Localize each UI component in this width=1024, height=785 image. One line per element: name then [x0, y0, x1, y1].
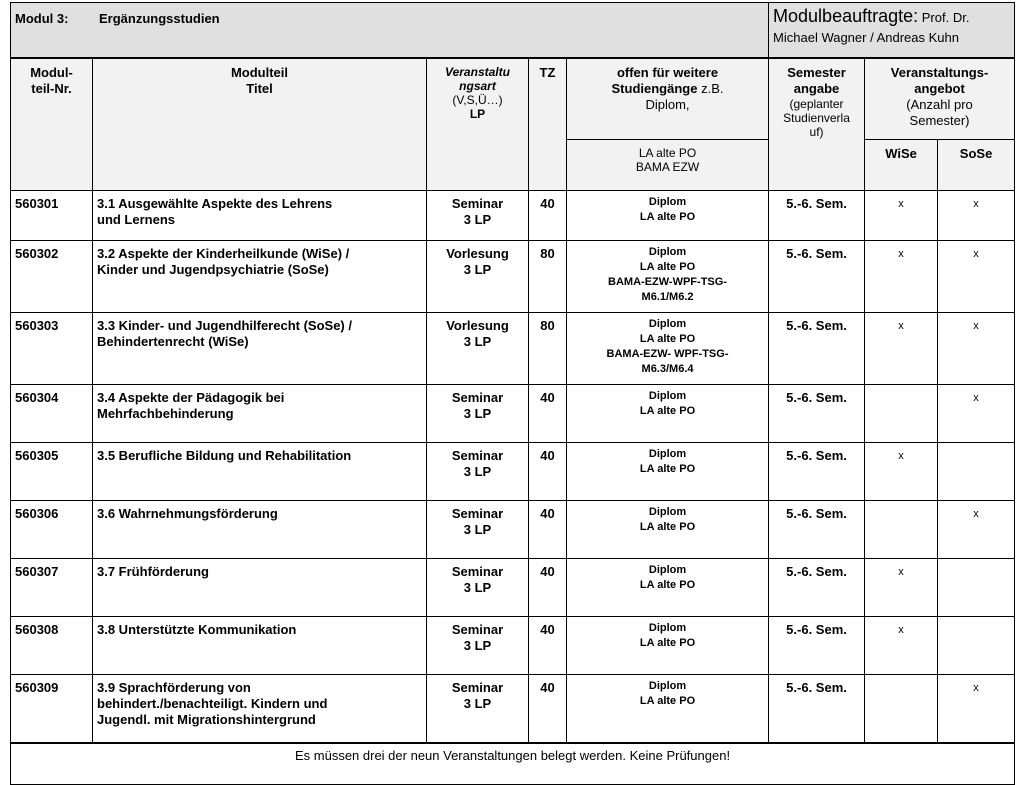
module-name: Ergänzungsstudien [99, 11, 220, 26]
header-text: Modul- [30, 65, 73, 80]
sose-mark [938, 559, 1015, 617]
modulteil-nr: 560307 [11, 559, 93, 617]
sose-mark: x [938, 313, 1015, 385]
veranstaltungsart [427, 385, 529, 443]
title-line: behindert./benachteiligt. Kindern und [97, 696, 328, 711]
sose-mark: x [938, 241, 1015, 313]
teilnehmerzahl: 40 [529, 443, 567, 501]
header-tz: TZ [529, 58, 567, 191]
veranstaltungsart [427, 675, 529, 744]
offen-fuer [567, 675, 769, 744]
lp-label: 3 LP [463, 262, 492, 277]
modulteil-nr: 560302 [11, 241, 93, 313]
header-wise: WiSe [865, 140, 938, 191]
offen-fuer [567, 559, 769, 617]
lp-label: 3 LP [463, 580, 492, 595]
offen-line: LA alte PO [639, 405, 696, 417]
offen-line: Diplom [648, 448, 687, 460]
title-line: 3.9 Sprachförderung von [97, 680, 251, 695]
type-label: Seminar [451, 680, 504, 695]
sose-mark [938, 443, 1015, 501]
title-row [11, 3, 1015, 59]
wise-mark: x [865, 241, 938, 313]
sose-mark [938, 617, 1015, 675]
responsible-cell [769, 3, 1015, 59]
wise-mark: x [865, 443, 938, 501]
title-line: 3.5 Berufliche Bildung und Rehabilitation [97, 448, 352, 463]
wise-mark [865, 501, 938, 559]
semesterangabe: 5.-6. Sem. [769, 443, 865, 501]
header-text: angebot [914, 81, 965, 96]
table-body [11, 191, 1015, 744]
offen-line: Diplom [648, 622, 687, 634]
modulteil-titel [93, 443, 427, 501]
offen-line: LA alte PO [639, 463, 696, 475]
offen-line: Diplom [648, 196, 687, 208]
offen-line: LA alte PO [639, 695, 696, 707]
semesterangabe: 5.-6. Sem. [769, 385, 865, 443]
teilnehmerzahl: 40 [529, 559, 567, 617]
table-row [11, 675, 1015, 744]
offen-fuer [567, 443, 769, 501]
header-text: (Anzahl pro [906, 97, 973, 112]
teilnehmerzahl: 80 [529, 313, 567, 385]
lp-label: 3 LP [463, 638, 492, 653]
modulteil-nr: 560303 [11, 313, 93, 385]
header-text: LP [469, 107, 486, 121]
offen-fuer [567, 501, 769, 559]
lp-label: 3 LP [463, 212, 492, 227]
header-text: ngsart [459, 79, 496, 93]
veranstaltungsart [427, 313, 529, 385]
module-title-cell [11, 3, 769, 59]
semesterangabe: 5.-6. Sem. [769, 313, 865, 385]
semesterangabe: 5.-6. Sem. [769, 675, 865, 744]
offen-line: BAMA-EZW-WPF-TSG- [608, 276, 727, 288]
lp-label: 3 LP [463, 696, 492, 711]
teilnehmerzahl: 40 [529, 675, 567, 744]
title-line: Kinder und Jugendpsychiatrie (SoSe) [97, 262, 329, 277]
title-line: 3.1 Ausgewählte Aspekte des Lehrens [97, 196, 333, 211]
modulteil-titel [93, 675, 427, 744]
offen-fuer [567, 241, 769, 313]
sose-mark: x [938, 191, 1015, 241]
offen-line: M6.1/M6.2 [641, 291, 694, 303]
title-line: 3.8 Unterstützte Kommunikation [97, 622, 297, 637]
teilnehmerzahl: 40 [529, 385, 567, 443]
title-line: 3.2 Aspekte der Kinderheilkunde (WiSe) / [97, 246, 350, 261]
wise-mark: x [865, 313, 938, 385]
semesterangabe: 5.-6. Sem. [769, 241, 865, 313]
lp-label: 3 LP [463, 406, 492, 421]
title-line: Mehrfachbehinderung [97, 406, 234, 421]
modulteil-titel [93, 241, 427, 313]
header-semesterangabe [769, 58, 865, 191]
table-row [11, 241, 1015, 313]
header-offen-sub [567, 140, 769, 191]
type-label: Vorlesung [446, 318, 509, 333]
wise-mark [865, 385, 938, 443]
offen-line: Diplom [648, 564, 687, 576]
veranstaltungsart [427, 191, 529, 241]
semesterangabe: 5.-6. Sem. [769, 501, 865, 559]
type-label: Seminar [451, 196, 504, 211]
sose-mark: x [938, 501, 1015, 559]
wise-mark: x [865, 559, 938, 617]
wise-mark: x [865, 191, 938, 241]
modulteil-titel [93, 385, 427, 443]
module-label: Modul 3: [15, 11, 69, 26]
type-label: Seminar [451, 564, 504, 579]
header-text: angabe [793, 81, 840, 96]
footer-note: Es müssen drei der neun Veranstaltungen belegt werden. Keine Prüfungen! [11, 743, 1015, 785]
modulteil-titel [93, 501, 427, 559]
wise-mark [865, 675, 938, 744]
header-text: Veranstaltungs- [890, 65, 989, 80]
offen-line: LA alte PO [639, 637, 696, 649]
teilnehmerzahl: 80 [529, 241, 567, 313]
offen-fuer [567, 191, 769, 241]
header-text: Studiengänge [611, 81, 698, 96]
table-row [11, 313, 1015, 385]
veranstaltungsart [427, 617, 529, 675]
teilnehmerzahl: 40 [529, 501, 567, 559]
title-line: 3.4 Aspekte der Pädagogik bei [97, 390, 285, 405]
title-line: und Lernens [97, 212, 176, 227]
header-text: Studienverla [783, 111, 850, 125]
type-label: Seminar [451, 622, 504, 637]
header-text: Veranstaltu [445, 65, 510, 79]
table-row [11, 191, 1015, 241]
header-text: (geplanter [789, 97, 844, 111]
header-text: uf) [809, 125, 824, 139]
type-label: Seminar [451, 390, 504, 405]
wise-mark: x [865, 617, 938, 675]
header-veranstaltungsart [427, 58, 529, 191]
type-label: Seminar [451, 448, 504, 463]
modulteil-nr: 560308 [11, 617, 93, 675]
veranstaltungsart [427, 443, 529, 501]
offen-line: Diplom [648, 506, 687, 518]
header-modulteil-nr [11, 58, 93, 191]
sose-mark: x [938, 385, 1015, 443]
offen-line: LA alte PO [639, 579, 696, 591]
modulteil-titel [93, 559, 427, 617]
table-row [11, 443, 1015, 501]
title-line: 3.3 Kinder- und Jugendhilferecht (SoSe) / [97, 318, 352, 333]
modulteil-titel [93, 313, 427, 385]
offen-line: M6.3/M6.4 [641, 363, 694, 375]
header-text: Titel [246, 81, 273, 96]
modulteil-nr: 560306 [11, 501, 93, 559]
modulteil-titel [93, 617, 427, 675]
veranstaltungsart [427, 559, 529, 617]
title-line: Behindertenrecht (WiSe) [97, 334, 249, 349]
header-offen [567, 58, 769, 140]
offen-line: Diplom [648, 390, 687, 402]
offen-line: LA alte PO [639, 521, 696, 533]
title-line: 3.7 Frühförderung [97, 564, 209, 579]
header-text: LA alte PO [638, 146, 697, 160]
header-modulteil-titel [93, 58, 427, 191]
modulteil-nr: 560309 [11, 675, 93, 744]
header-angebot [865, 58, 1015, 140]
header-text: Semester [787, 65, 846, 80]
semesterangabe: 5.-6. Sem. [769, 559, 865, 617]
offen-line: Diplom [648, 246, 687, 258]
lp-label: 3 LP [463, 334, 492, 349]
header-text: (V,S,Ü…) [452, 93, 503, 107]
modulteil-nr: 560301 [11, 191, 93, 241]
header-text: teil-Nr. [31, 81, 72, 96]
title-line: 3.6 Wahrnehmungsförderung [97, 506, 278, 521]
teilnehmerzahl: 40 [529, 191, 567, 241]
table-row [11, 559, 1015, 617]
lp-label: 3 LP [463, 522, 492, 537]
footer-row [11, 743, 1015, 785]
header-text: z.B. [701, 81, 724, 96]
modulteil-nr: 560305 [11, 443, 93, 501]
offen-line: BAMA-EZW- WPF-TSG- [606, 348, 729, 360]
offen-line: Diplom [648, 318, 687, 330]
header-row-1 [11, 58, 1015, 140]
table-row [11, 385, 1015, 443]
offen-line: LA alte PO [639, 261, 696, 273]
teilnehmerzahl: 40 [529, 617, 567, 675]
type-label: Seminar [451, 506, 504, 521]
semesterangabe: 5.-6. Sem. [769, 191, 865, 241]
modulteil-nr: 560304 [11, 385, 93, 443]
offen-line: LA alte PO [639, 333, 696, 345]
veranstaltungsart [427, 501, 529, 559]
type-label: Vorlesung [446, 246, 509, 261]
offen-line: LA alte PO [639, 211, 696, 223]
table-row [11, 501, 1015, 559]
header-text: Semester) [909, 113, 970, 128]
modulteil-titel [93, 191, 427, 241]
offen-fuer [567, 617, 769, 675]
header-text: Modulteil [230, 65, 289, 80]
offen-fuer [567, 385, 769, 443]
sose-mark: x [938, 675, 1015, 744]
header-text: Diplom, [645, 97, 690, 112]
responsible-names: Prof. Dr. Michael Wagner / Andreas Kuhn [773, 10, 970, 45]
table-row [11, 617, 1015, 675]
responsible-label: Modulbeauftragte: [773, 6, 919, 26]
veranstaltungsart [427, 241, 529, 313]
offen-fuer [567, 313, 769, 385]
offen-line: Diplom [648, 680, 687, 692]
header-sose: SoSe [938, 140, 1015, 191]
header-text: BAMA EZW [635, 160, 700, 174]
module-table [10, 2, 1015, 785]
title-line: Jugendl. mit Migrationshintergrund [97, 712, 316, 727]
lp-label: 3 LP [463, 464, 492, 479]
header-text: offen für weitere [616, 65, 719, 80]
semesterangabe: 5.-6. Sem. [769, 617, 865, 675]
